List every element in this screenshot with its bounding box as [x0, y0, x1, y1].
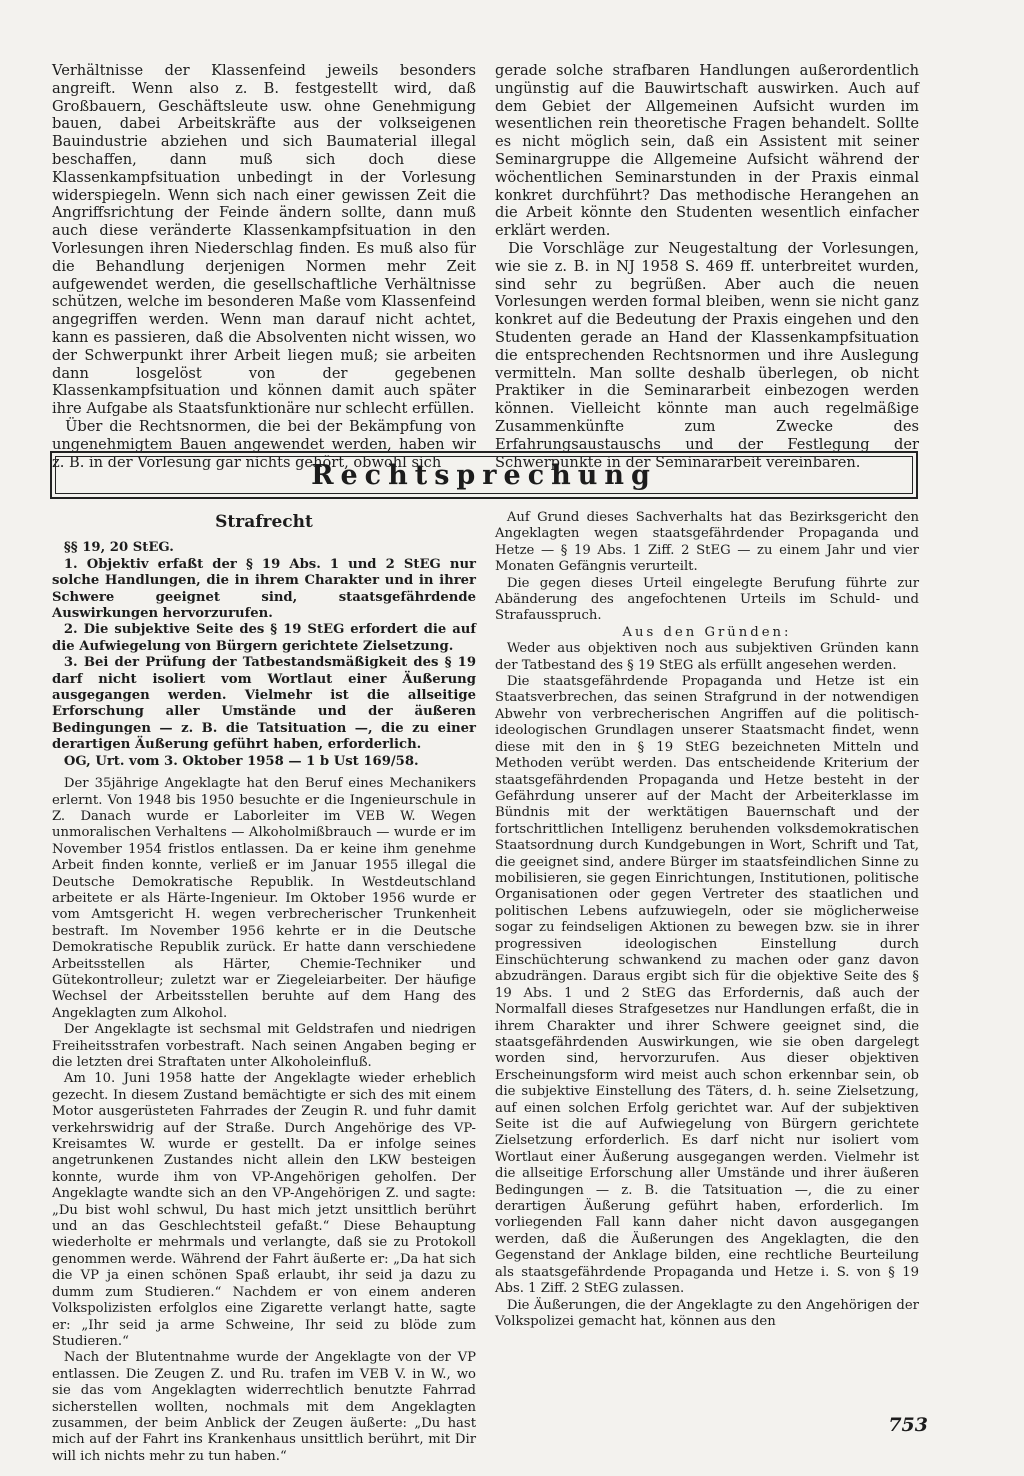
facts-paragraph: Nach der Blutentnahme wurde der Angeklagte von der VP entlassen. Die Zeugen Z. und Ru. trafen im VEB V. in W., wo sie das vom Angeklagten widerrechtlich benutzte Fahrrad sicherstellen wollten, nochmals mit dem Angeklagten zusammen, der beim Anblick der Zeugen äußerte: „Du hast mich auf der Fahrt ins Krankenhaus unsittlich berührt, mit Dir will ich nichts mehr zu tun haben.“ [52, 1350, 476, 1464]
grounds-heading: Aus den Gründen: [622, 624, 792, 640]
facts-paragraph: Der 35jährige Angeklagte hat den Beruf eines Mechanikers erlernt. Von 1948 bis 1950 besuchte er die Ingenieurschule in Z. Danach wurde er Laborleiter im VEB W. Wegen unmoralischen Verhaltens — Alkoholmißbrauch — wurde er im November 1954 fristlos entlassen. Da er keine ihm genehme Arbeit finden konnte, verließ er im Januar 1955 illegal die Deutsche Demokratische Republik. In Westdeutschland arbeitete er als Härte-Ingenieur. Im Oktober 1956 wurde er vom Amtsgericht H. wegen verbrecherischer Trunkenheit bestraft. Im November 1956 kehrte er in die Deutsche Demokratische Republik zurück. Er hatte dann verschiedene Arbeitsstellen als Härter, Chemie-Techniker und Gütekontrolleur; zuletzt war er Ziegeleiarbeiter. Der häufige Wechsel der Arbeitsstellen beruhte auf dem Hang des Angeklagten zum Alkohol. [52, 776, 476, 1021]
paragraph: Verhältnisse der Klassenfeind jeweils besonders angreift. Wenn also z. B. festgestellt wird, daß Großbauern, Geschäftsleute usw. ohne Genehmigung bauen, dabei Arbeitskräfte aus der volkseigenen Bauindustrie abziehen und sich Baumaterial illegal beschaffen, dann muß sich doch diese Klassenkampfsituation unbedingt in der Vorlesung widerspiegeln. Wenn sich nach einer gewissen Zeit die Angriffsrichtung der Feinde ändern sollte, dann muß auch diese veränderte Klassenkampfsituation in den Vorlesungen ihren Niederschlag finden. Es muß also für die Behandlung derjenigen Normen mehr Zeit aufgewendet werden, die gesellschaftliche Verhältnisse schützen, welche im besonderen Maße vom Klassenfeind angegriffen werden. Wenn man darauf nicht achtet, kann es passieren, daß die Absolventen nicht wissen, wo der Schwerpunkt ihrer Arbeit liegen muß; sie arbeiten dann losgelöst von der gegebenen Klassenkampfsituation und können damit auch später ihre Aufgabe als Staatsfunktionäre nur schlecht erfüllen. [52, 62, 476, 418]
headnote: 2. Die subjektive Seite des § 19 StEG erfordert die auf die Aufwiegelung von Bürgern gerichtete Zielsetzung. [52, 622, 476, 654]
bottom-left-column [52, 510, 476, 1465]
headnote: 3. Bei der Prüfung der Tatbestandsmäßigkeit des § 19 darf nicht isoliert vom Wortlaut einer Äußerung ausgegangen werden. Vielmehr ist die allseitige Erforschung aller Umstände und der äußeren Bedingungen — z. B. die Tatsituation —, die zu einer derartigen Äußerung geführt haben, erforderlich. [52, 655, 476, 753]
grounds-paragraph: Weder aus objektiven noch aus subjektiven Gründen kann der Tatbestand des § 19 StEG als erfüllt angesehen werden. [495, 641, 919, 673]
judgment-paragraph: Auf Grund dieses Sachverhalts hat das Bezirksgericht den Angeklagten wegen staatsgefährdender Propaganda und Hetze — § 19 Abs. 1 Ziff. 2 StEG — zu einem Jahr und vier Monaten Gefängnis verurteilt. [495, 510, 919, 575]
grounds-paragraph: Die Äußerungen, die der Angeklagte zu den Angehörigen der Volkspolizei gemacht hat, können aus den [495, 1297, 919, 1329]
grounds-paragraph: Die staatsgefährdende Propaganda und Hetze ist ein Staatsverbrechen, das seinen Strafgrund in der notwendigen Abwehr von verbrecherischen Angriffen auf die politisch-ideologischen Grundlagen unserer Staatsmacht findet, wenn diese mit den in § 19 StEG bezeichneten Mitteln und Methoden verübt werden. Das entscheidende Kriterium der staatsgefährdenden Propaganda und Hetze besteht in der Gefährdung unserer auf der Macht der Arbeiterklasse im Bündnis mit der werktätigen Bauernschaft und der fortschrittlichen Intelligenz beruhenden volksdemokratischen Staatsordnung durch Kundgebungen in Wort, Schrift und Tat, die geeignet sind, andere Bürger im staatsfeindlichen Sinne zu mobilisieren, sie gegen Einrichtungen, Institutionen, politische Organisationen oder gegen Vertreter des staatlichen und politischen Lebens aufzuwiegeln, oder sie möglicherweise sogar zu feindseligen Aktionen zu bewegen bzw. sie in ihrer progressiven ideologischen Einstellung durch Einschüchterung schwankend zu machen oder ganz davon abzudrängen. Daraus ergibt sich für die objektive Seite des § 19 Abs. 1 und 2 StEG das Erfordernis, daß auch der Normalfall dieses Strafgesetzes nur Handlungen erfaßt, die in ihrem Charakter und ihrer Schwere geeignet sind, die staatsgefährdenden Auswirkungen, wie sie oben dargelegt worden sind, hervorzurufen. Aus dieser objektiven Erscheinungsform wird meist auch schon erkennbar sein, ob die subjektive Einstellung des Täters, d. h. seine Zielsetzung, auf einen solchen Erfolg gerichtet war. Auf der subjektiven Seite ist die auf Aufwiegelung von Bürgern gerichtete Zielsetzung erforderlich. Es darf nicht nur isoliert vom Wortlaut einer Äußerung ausgegangen werden. Vielmehr ist die allseitige Erforschung aller Umstände und ihrer äußeren Bedingungen — z. B. die Tatsituation —, die zu einer derartigen Äußerung geführt haben, erforderlich. Im vorliegenden Fall kann daher nicht davon ausgegangen werden, daß die Äußerungen des Angeklagten, die den Gegenstand der Anklage bilden, eine rechtliche Beurteilung als staatsgefährdende Propaganda und Hetze i. S. von § 19 Abs. 1 Ziff. 2 StEG zulassen. [495, 674, 919, 1297]
facts-paragraph: Am 10. Juni 1958 hatte der Angeklagte wieder erheblich gezecht. In diesem Zustand bemächtigte er sich des mit einem Motor ausgerüsteten Fahrrades der Zeugin R. und fuhr damit verkehrswidrig auf der Straße. Durch Angehörige des VP-Kreisamtes W. wurde er gestellt. Da er infolge seines angetrunkenen Zustandes nicht allein den LKW besteigen konnte, wurde ihm von VP-Angehörigen geholfen. Der Angeklagte wandte sich an den VP-Angehörigen Z. und sagte: „Du bist wohl schwul, Du hast mich jetzt unsittlich berührt und an das Geschlechtsteil gefaßt.“ Diese Behauptung wiederholte er mehrmals und verlangte, daß sie zu Protokoll genommen werde. Während der Fahrt äußerte er: „Da hat sich die VP ja einen schönen Spaß erlaubt, ihr seid ja dazu zu dumm zum Studieren.“ Nachdem er von einem anderen Volkspolizisten erfolglos eine Zigarette verlangt hatte, sagte er: „Ihr seid ja arme Schweine, Ihr seid zu blöde zum Studieren.“ [52, 1071, 476, 1349]
judgment-paragraph: Die gegen dieses Urteil eingelegte Berufung führte zur Abänderung des angefochtenen Urteils im Schuld- und Strafausspruch. [495, 575, 919, 624]
banner-title: Rechtsprechung [311, 459, 657, 491]
section-title: Strafrecht [215, 512, 313, 532]
top-left-column [52, 62, 476, 471]
bottom-right-column [495, 510, 919, 1330]
facts-paragraph: Der Angeklagte ist sechsmal mit Geldstrafen und niedrigen Freiheitsstrafen vorbestraft. Nach seinen Angaben beging er die letzten drei Straftaten unter Alkoholeinfluß. [52, 1022, 476, 1070]
section-banner [50, 451, 918, 499]
headnote: 1. Objektiv erfaßt der § 19 Abs. 1 und 2 StEG nur solche Handlungen, die in ihrem Charakter und in ihrer Schwere geeignet sind, staatsgefährdende Auswirkungen hervorzurufen. [52, 556, 476, 622]
paragraph: Die Vorschläge zur Neugestaltung der Vorlesungen, wie sie z. B. in NJ 1958 S. 469 ff. unterbreitet wurden, sind sehr zu begrüßen. Aber auch die neuen Vorlesungen werden formal bleiben, wenn sie nicht ganz konkret auf die Bedeutung der Praxis eingehen und den Studenten gerade an Hand der Klassenkampfsituation die entsprechenden Rechtsnormen und ihre Auslegung vermitteln. Man sollte deshalb überlegen, ob nicht Praktiker in die Seminararbeit einbezogen werden können. Vielleicht könnte man auch regelmäßige Zusammenkünfte zum Zwecke des Erfahrungsaustauschs und der Festlegung der Schwerpunkte in der Seminararbeit vereinbaren. [495, 239, 919, 471]
top-right-column [495, 62, 919, 471]
court-citation: OG, Urt. vom 3. Oktober 1958 — 1 b Ust 169/58. [63, 753, 419, 769]
statute-reference: §§ 19, 20 StEG. [63, 540, 174, 556]
paragraph: gerade solche strafbaren Handlungen außerordentlich ungünstig auf die Bauwirtschaft auswirken. Auch auf dem Gebiet der Allgemeinen Aufsicht wurden im wesentlichen rein theoretische Fragen behandelt. Sollte es nicht möglich sein, daß ein Assistent mit seiner Seminargruppe die Allgemeine Aufsicht während der wöchentlichen Seminarstunden in der Praxis einmal konkret durchführt? Das methodische Herangehen an die Arbeit könnte den Studenten wesentlich einfacher erklärt werden. [495, 62, 919, 240]
paragraph: Über die Rechtsnormen, die bei der Bekämpfung von ungenehmigtem Bauen angewendet werden, haben wir z. B. in der Vorlesung gar nichts gehört, obwohl sich [52, 417, 476, 471]
page-number: 753 [888, 1414, 928, 1436]
banner-inner-frame [55, 456, 913, 494]
